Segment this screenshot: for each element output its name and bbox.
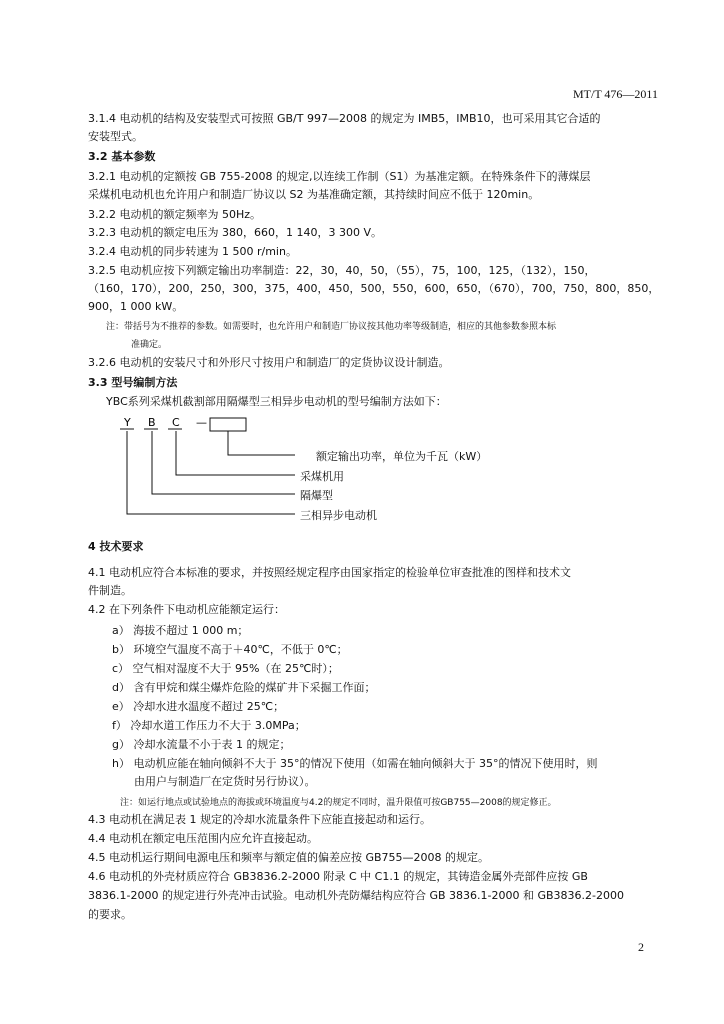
clause-4-6: 4.6 电动机的外壳材质应符合 GB3836.2-2000 附录 C 中 C1.1 的规定，其铸造金属外壳部件应按 GB bbox=[88, 870, 588, 883]
diagram-label-motor: 三相异步电动机 bbox=[300, 509, 377, 522]
item-h-cont: 由用户与制造厂在定货时另行协议）。 bbox=[134, 775, 316, 788]
model-intro: YBC系列采煤机截割部用隔爆型三相异步电动机的型号编制方法如下： bbox=[106, 395, 447, 408]
item-e: e） 冷却水进水温度不超过 25℃； bbox=[112, 700, 285, 713]
item-b: b） 环境空气温度不高于＋40℃，不低于 0℃； bbox=[112, 643, 348, 656]
clause-3-2-6: 3.2.6 电动机的安装尺寸和外形尺寸按用户和制造厂的定货协议设计制造。 bbox=[88, 356, 450, 369]
clause-3-2-3: 3.2.3 电动机的额定电压为 380，660，1 140，3 300 V。 bbox=[88, 226, 382, 239]
clause-3-2-4: 3.2.4 电动机的同步转速为 1 500 r/min。 bbox=[88, 245, 297, 258]
standard-code: MT/T 476—2011 bbox=[572, 87, 658, 101]
item-a: a） 海拔不超过 1 000 m； bbox=[112, 624, 249, 637]
clause-4-3: 4.3 电动机在满足表 1 规定的冷却水流量条件下应能直接起动和运行。 bbox=[88, 813, 431, 826]
clause-4-1: 4.1 电动机应符合本标准的要求，并按照经规定程序由国家指定的检验单位审查批准的图样和技术文 bbox=[88, 566, 571, 579]
clause-4-6-cont2: 的要求。 bbox=[88, 908, 132, 921]
heading-3-3: 3.3 型号编制方法 bbox=[88, 376, 178, 389]
item-f: f） 冷却水道工作压力不大于 3.0MPa； bbox=[112, 719, 306, 732]
power-box bbox=[210, 418, 246, 431]
item-d: d） 含有甲烷和煤尘爆炸危险的煤矿井下采掘工作面； bbox=[112, 681, 376, 694]
clause-4-5: 4.5 电动机运行期间电源电压和频率与额定值的偏差应按 GB755—2008 的规定。 bbox=[88, 851, 490, 864]
clause-3-2-1: 3.2.1 电动机的定额按 GB 755-2008 的规定,以连续工作制（S1）为基准定额。在特殊条件下的薄煤层 bbox=[88, 170, 591, 183]
diagram-letter-y: Y bbox=[124, 416, 131, 429]
diagram-label-shearer: 采煤机用 bbox=[300, 470, 344, 483]
clause-3-2-2: 3.2.2 电动机的额定频率为 50Hz。 bbox=[88, 208, 262, 221]
clause-3-1-4-cont: 安装型式。 bbox=[88, 130, 143, 143]
clause-4-4: 4.4 电动机在额定电压范围内应允许直接起动。 bbox=[88, 832, 318, 845]
diagram-label-power: 额定输出功率，单位为千瓦（kW） bbox=[316, 450, 488, 463]
clause-3-2-1-cont: 采煤机电动机也允许用户和制造厂协议以 S2 为基准确定额，其持续时间应不低于 120min。 bbox=[88, 188, 540, 201]
page-number: 2 bbox=[638, 940, 644, 954]
clause-3-2-5-cont1: （160，170），200，250，300，375，400，450，500，550，600，650，（670），700，750，800，850， bbox=[88, 282, 660, 295]
clause-4-2: 4.2 在下列条件下电动机应能额定运行： bbox=[88, 603, 285, 616]
note-1: 注：带括号为不推荐的参数。如需要时，也允许用户和制造厂协议按其他功率等级制造，相应的其他参数参照本标 bbox=[106, 322, 557, 332]
item-c: c） 空气相对湿度不大于 95%（在 25℃时）； bbox=[112, 662, 339, 675]
item-h: h） 电动机应能在轴向倾斜不大于 35°的情况下使用（如需在轴向倾斜大于 35°的情况下使用时，则 bbox=[112, 757, 598, 770]
clause-4-1-cont: 件制造。 bbox=[88, 584, 132, 597]
heading-3-2: 3.2 基本参数 bbox=[88, 150, 156, 163]
clause-3-1-4: 3.1.4 电动机的结构及安装型式可按照 GB/T 997—2008 的规定为 IMB5，IMB10，也可采用其它合适的 bbox=[88, 112, 601, 125]
diagram-letter-b: B bbox=[148, 416, 156, 429]
clause-4-6-cont1: 3836.1-2000 的规定进行外壳冲击试验。电动机外壳防爆结构应符合 GB 3836.1-2000 和 GB3836.2-2000 bbox=[88, 889, 624, 902]
note-1-cont: 准确定。 bbox=[131, 340, 168, 350]
item-g: g） 冷却水流量不小于表 1 的规定； bbox=[112, 738, 291, 751]
heading-4: 4 技术要求 bbox=[88, 540, 144, 553]
note-2: 注：如运行地点或试验地点的海拔或环境温度与4.2的规定不同时，温升限值可按GB755—2008的规定修正。 bbox=[120, 798, 557, 808]
clause-3-2-5-cont2: 900，1 000 kW。 bbox=[88, 300, 184, 313]
diagram-label-flameproof: 隔爆型 bbox=[300, 489, 333, 502]
diagram-letter-c: C bbox=[172, 416, 180, 429]
clause-3-2-5: 3.2.5 电动机应按下列额定输出功率制造：22，30，40，50，（55），75，100，125，（132），150， bbox=[88, 264, 596, 277]
diagram-dash: — bbox=[196, 416, 207, 429]
model-diagram bbox=[110, 412, 330, 522]
